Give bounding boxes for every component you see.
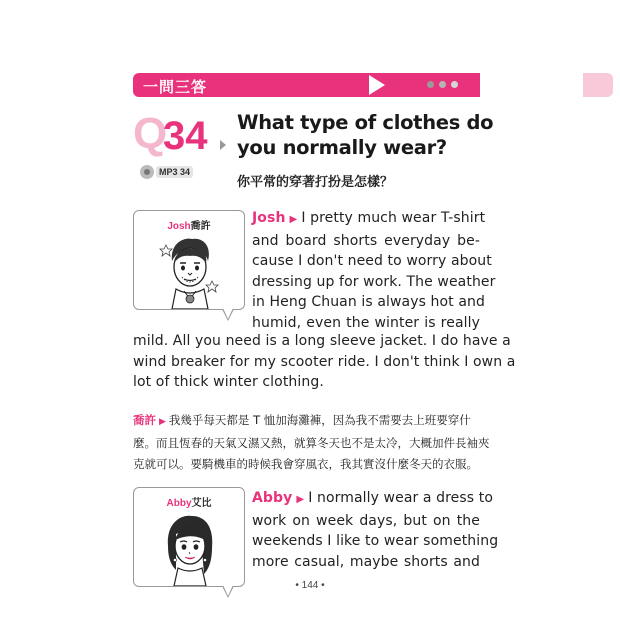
answer-line: cause I don't need to worry about bbox=[252, 253, 492, 269]
speaker-name-zh: 喬許 bbox=[190, 221, 211, 232]
translation-speaker: 喬許 bbox=[133, 413, 156, 427]
answer-line: lot of thick winter clothing. bbox=[133, 374, 324, 390]
question-letter: Q bbox=[133, 109, 168, 158]
banner-dots bbox=[427, 81, 463, 99]
answer-line: humid, even the winter is really bbox=[252, 314, 480, 331]
speaker-name-en: Abby bbox=[166, 498, 192, 509]
josh-answer-continued bbox=[133, 331, 516, 393]
speaker-name bbox=[134, 217, 244, 232]
translation-line: 克就可以。要騎機車的時候我會穿風衣，我其實沒什麼冬天的衣服。 bbox=[133, 457, 478, 471]
section-banner bbox=[133, 73, 480, 97]
abby-avatar-icon bbox=[158, 510, 222, 586]
play-arrow-icon: ▶ bbox=[159, 417, 166, 427]
answer-line: weekends I like to wear something bbox=[252, 533, 499, 549]
cd-icon bbox=[140, 165, 154, 179]
speaker-card-josh bbox=[133, 210, 245, 310]
answer-line: work on week days, but on the bbox=[252, 512, 480, 529]
dot-icon bbox=[451, 81, 458, 88]
audio-label: MP3 34 bbox=[156, 166, 193, 178]
answer-line: in Heng Chuan is always hot and bbox=[252, 294, 485, 310]
speaker-card-abby bbox=[133, 487, 245, 587]
page-number: • 144 • bbox=[295, 580, 325, 591]
speaker-name bbox=[134, 494, 244, 509]
speaker-name-zh: 艾比 bbox=[191, 498, 212, 509]
audio-track[interactable] bbox=[140, 165, 193, 179]
dot-icon bbox=[439, 81, 446, 88]
question-title-line: you normally wear? bbox=[237, 136, 447, 159]
question-number-block bbox=[133, 109, 233, 172]
josh-answer bbox=[252, 208, 496, 333]
speaker-name-en: Josh bbox=[167, 221, 191, 232]
question-title-translation: 你平常的穿著打扮是怎樣？ bbox=[237, 175, 394, 190]
play-arrow-icon: ▶ bbox=[296, 494, 305, 505]
answer-speaker: Josh bbox=[252, 210, 286, 226]
answer-line: more casual, maybe shorts and bbox=[252, 553, 480, 570]
answer-line: I normally wear a dress to bbox=[308, 490, 493, 506]
question-title bbox=[237, 110, 494, 160]
answer-line: I pretty much wear T-shirt bbox=[301, 210, 486, 226]
answer-line: mild. All you need is a long sleeve jacket. I do have a bbox=[133, 333, 511, 349]
question-title-line: What type of clothes do bbox=[237, 111, 494, 134]
translation-line: 麼。而且恆春的天氣又濕又熱，就算冬天也不是太冷，大概加件長袖夾 bbox=[133, 436, 490, 450]
abby-answer bbox=[252, 488, 499, 572]
banner-tail bbox=[583, 73, 613, 97]
dot-icon bbox=[427, 81, 434, 88]
question-number: 34 bbox=[163, 114, 208, 158]
section-title: 一問三答 bbox=[143, 78, 208, 96]
answer-line: and board shorts everyday be- bbox=[252, 232, 480, 249]
josh-translation bbox=[133, 410, 490, 475]
answer-line: dressing up for work. The weather bbox=[252, 273, 496, 290]
answer-speaker: Abby bbox=[252, 490, 293, 506]
banner-arrow-icon bbox=[369, 75, 385, 95]
caret-right-icon bbox=[220, 140, 226, 150]
translation-line: 我幾乎每天都是 T 恤加海灘褲，因為我不需要去上班要穿什 bbox=[168, 413, 471, 427]
josh-avatar-icon bbox=[158, 233, 222, 309]
answer-line: wind breaker for my scooter ride. I don't think I own a bbox=[133, 353, 516, 370]
play-arrow-icon: ▶ bbox=[289, 214, 298, 225]
